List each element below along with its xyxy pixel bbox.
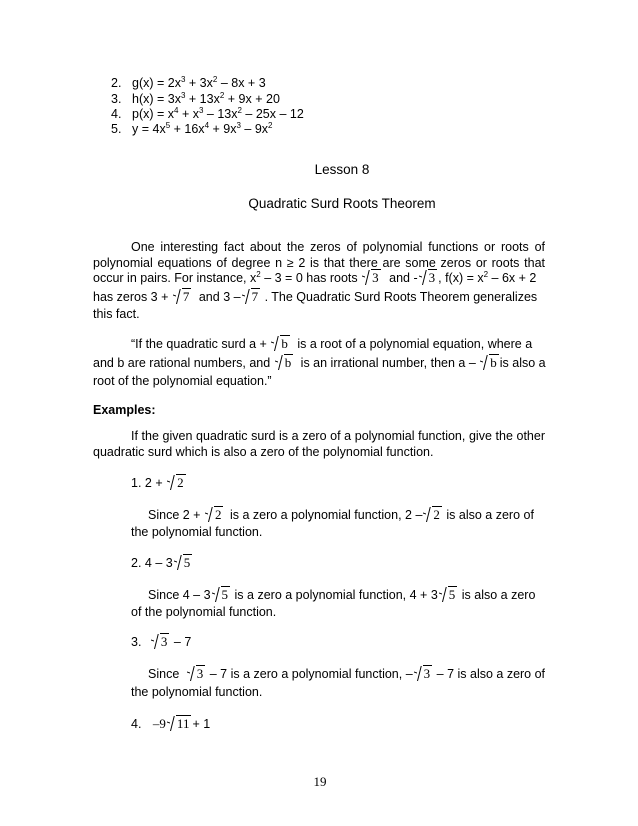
sqrt-symbol: 3 bbox=[414, 667, 433, 681]
instruction-line: quadratic surd which is also a zero of the polynomial function. bbox=[93, 445, 434, 459]
lesson-title: Lesson 8 bbox=[314, 162, 370, 177]
lesson-subtitle: Quadratic Surd Roots Theorem bbox=[248, 196, 436, 211]
list-number: 4. bbox=[111, 107, 122, 121]
paragraph-line: polynomial equations of degree n ≥ 2 is that there are some zeros or roots that bbox=[93, 256, 545, 270]
sqrt-symbol: 11 bbox=[167, 717, 192, 731]
example-3-solution-cont: the polynomial function. bbox=[131, 685, 263, 699]
example-1-solution: Since 2 + 2 is a zero a polynomial function, 2 – 2 is also a zero of bbox=[148, 507, 534, 522]
list-number: 5. bbox=[111, 122, 122, 136]
example-2-label: 2. 4 – 3 5 bbox=[131, 555, 191, 570]
sqrt-symbol: 5 bbox=[439, 588, 458, 602]
sqrt-symbol: 2 bbox=[205, 508, 224, 522]
sqrt-symbol: 2 bbox=[423, 508, 442, 522]
sqrt-symbol: 5 bbox=[174, 556, 193, 570]
example-1-solution-cont: the polynomial function. bbox=[131, 525, 263, 539]
sqrt-symbol: 3 bbox=[362, 271, 381, 285]
sqrt-symbol: 3 bbox=[419, 271, 438, 285]
examples-heading: Examples: bbox=[93, 403, 156, 417]
example-2-solution: Since 4 – 3 5 is a zero a polynomial function, 4 + 3 5 is also a zero bbox=[148, 587, 536, 602]
list-item: $y = 4x^5 + 16x^4 + 9x^3 - 9x^2$ bbox=[132, 121, 273, 136]
list-item: $p(x) = x^4 + x^3 - 13x^2 - 25x - 12$ bbox=[132, 106, 304, 121]
page-number: 19 bbox=[313, 774, 327, 789]
theorem-line: root of the polynomial equation.” bbox=[93, 374, 272, 388]
list-number: 2. bbox=[111, 76, 122, 90]
list-item: $g(x) = 2x^3 + 3x^2 - 8x + 3$ bbox=[132, 75, 266, 90]
paragraph-line: occur in pairs. For instance, $x^2 - 3 = 0$ has roots 3 and - 3 , $f(x) = x^2 - 6x + 2$ bbox=[93, 270, 537, 285]
example-3-label: 3. 3 – 7 bbox=[131, 634, 192, 649]
sqrt-symbol: 7 bbox=[173, 290, 192, 304]
example-3-solution: Since 3 – 7 is a zero a polynomial function, – 3 – 7 is also a zero of bbox=[148, 666, 546, 681]
paragraph-line: this fact. bbox=[93, 307, 140, 321]
list-number: 3. bbox=[111, 92, 122, 106]
sqrt-symbol: 3 bbox=[151, 635, 170, 649]
sqrt-symbol: b bbox=[275, 356, 294, 370]
list-item: $h(x) = 3x^3 + 13x^2 + 9x + 20$ bbox=[132, 91, 280, 106]
paragraph-line: One interesting fact about the zeros of polynomial functions or roots of bbox=[131, 240, 545, 254]
sqrt-symbol: b bbox=[271, 337, 290, 351]
example-2-solution-cont: of the polynomial function. bbox=[131, 605, 277, 619]
sqrt-symbol: 5 bbox=[212, 588, 231, 602]
theorem-line: “If the quadratic surd a + b is a root of a polynomial equation, where a bbox=[131, 336, 533, 351]
theorem-line: and b are rational numbers, and b is an irrational number, then a – b is also a bbox=[93, 355, 546, 370]
sqrt-symbol: b bbox=[480, 356, 499, 370]
sqrt-symbol: 2 bbox=[167, 476, 186, 490]
example-4-label: 4. –9 11 + 1 bbox=[131, 716, 211, 731]
instruction-line: If the given quadratic surd is a zero of a polynomial function, give the other bbox=[131, 429, 545, 443]
sqrt-symbol: 3 bbox=[187, 667, 206, 681]
example-1-label: 1. 2 + 2 bbox=[131, 475, 184, 490]
paragraph-line: has zeros 3 + 7 and 3 – 7 . The Quadratic Surd Roots Theorem generalizes bbox=[93, 289, 538, 304]
sqrt-symbol: 7 bbox=[242, 290, 261, 304]
